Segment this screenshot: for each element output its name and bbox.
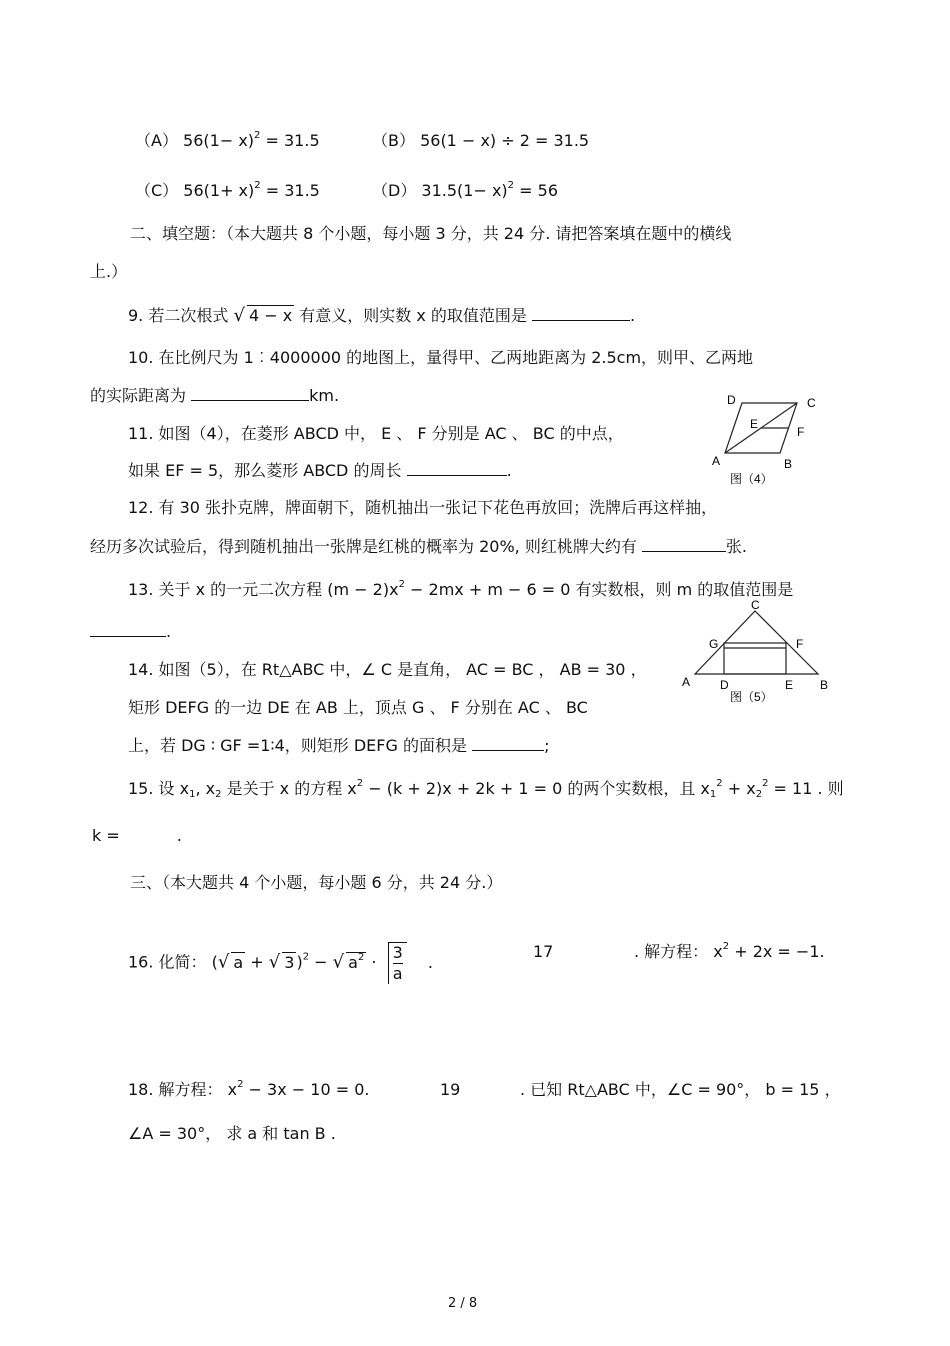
answer-blank[interactable]: [191, 386, 309, 401]
q13-exp: 2: [398, 579, 405, 590]
question-9: [128, 305, 635, 326]
q11-end: .: [506, 461, 512, 480]
q16-op: ·: [366, 952, 382, 972]
q16-end: .: [427, 952, 433, 972]
option-c-expr: 56(1+ x): [183, 181, 255, 200]
q15-sub: 2: [755, 789, 763, 800]
page-number: 2 / 8: [448, 1296, 478, 1311]
q15-text: , x: [195, 779, 216, 798]
q16-radicand: a: [348, 952, 358, 972]
label-f: F: [797, 425, 805, 439]
q18-exp: 2: [237, 1079, 244, 1090]
section2-heading-line2: 上.）: [90, 262, 128, 281]
q15-text: = 11 . 则: [768, 779, 844, 798]
q16-op: +: [245, 952, 269, 972]
question-16: [128, 942, 433, 984]
option-a-label: （A）: [135, 131, 178, 150]
q11-line2: [128, 461, 512, 481]
q17-number: 17: [533, 942, 554, 961]
option-d-expr-rhs: = 56: [519, 181, 558, 200]
q15-exp: 2: [762, 778, 769, 789]
q16-fraction: [388, 942, 407, 984]
q15-exp: 2: [716, 778, 723, 789]
label-a: A: [712, 454, 721, 468]
label-e: E: [750, 417, 759, 431]
label-d: D: [727, 393, 736, 407]
q15-exp: 2: [356, 778, 364, 789]
q14-text: 上，若 DG ∶ GF =1∶4，则矩形 DEFG 的面积是: [128, 736, 467, 755]
q14-line3: [128, 736, 549, 756]
label-d: D: [720, 678, 729, 692]
answer-blank[interactable]: [407, 461, 507, 476]
answer-blank[interactable]: [642, 537, 726, 552]
q13-end: .: [166, 622, 172, 641]
q12-line1: 12. 有 30 张扑克牌，牌面朝下，随机抽出一张记下花色再放回；洗牌后再这样抽，: [128, 498, 718, 517]
q16-numerator: 3: [392, 943, 403, 962]
sqrt-icon: √: [233, 305, 245, 326]
q19-line1: . 已知 Rt△ABC 中，∠C = 90°， b = 15 ，: [520, 1080, 841, 1099]
option-d-exp: 2: [507, 180, 515, 191]
option-c-expr-rhs: = 31.5: [265, 181, 320, 200]
q9-text: 9. 若二次根式: [128, 306, 229, 325]
q14-line2: 矩形 DEFG 的一边 DE 在 AB 上，顶点 G 、 F 分别在 AC 、 BC: [128, 698, 588, 717]
q15-text: 15. 设 x: [128, 779, 190, 798]
q16-radicand: 3: [284, 952, 295, 972]
q15-line2: [92, 826, 182, 846]
q18-text: 18. 解方程： x: [128, 1080, 238, 1099]
figure-5-caption: 图（5）: [730, 690, 773, 704]
label-c: C: [751, 598, 760, 612]
q13-line2: [90, 622, 171, 642]
q9-end: .: [630, 306, 636, 325]
q12-line2: [90, 537, 747, 557]
q19-number: 19: [440, 1080, 461, 1099]
question-18: [128, 1080, 369, 1100]
label-f: F: [796, 637, 804, 651]
q9-text-post: 有意义，则实数 x 的取值范围是: [299, 306, 527, 325]
option-a-expr: 56(1− x): [183, 131, 255, 150]
q10-text: 的实际距离为: [90, 386, 187, 405]
option-b: [372, 131, 589, 151]
option-d-label: （D）: [372, 181, 417, 200]
question-17: [634, 942, 825, 962]
q16-exp: 2: [302, 951, 310, 963]
label-b: B: [820, 678, 829, 692]
q11-text: 如果 EF = 5，那么菱形 ABCD 的周长: [128, 461, 402, 480]
option-b-label: （B）: [372, 131, 415, 150]
label-c: C: [807, 396, 816, 410]
answer-blank[interactable]: [532, 306, 630, 321]
q16-radicand: a: [233, 952, 244, 972]
q14-line1: 14. 如图（5），在 Rt△ABC 中，∠ C 是直角， AC = BC ， AB = 30 ，: [128, 660, 647, 679]
q19-line2: ∠A = 30°， 求 a 和 tan B .: [128, 1124, 336, 1143]
q16-paren: (: [211, 952, 218, 972]
section2-heading-line1: 二、填空题：（本大题共 8 个小题，每小题 3 分，共 24 分. 请把答案填在题中的横线: [130, 224, 732, 243]
label-a: A: [682, 675, 691, 689]
q9-radicand: 4 − x: [248, 306, 293, 325]
option-c-exp: 2: [254, 180, 261, 191]
option-a-exp: 2: [254, 130, 261, 141]
option-c: [135, 181, 320, 201]
q17-exp: 2: [722, 941, 730, 952]
q16-text: 16. 化简：: [128, 952, 207, 972]
answer-blank[interactable]: [472, 736, 544, 751]
label-b: B: [784, 457, 793, 471]
section3-heading: 三、（本大题共 4 个小题，每小题 6 分，共 24 分.）: [130, 873, 503, 892]
option-d-expr: 31.5(1− x): [421, 181, 508, 200]
q15-text: + x: [722, 779, 756, 798]
q17-text: . 解方程： x: [634, 942, 723, 961]
option-c-label: （C）: [135, 181, 179, 200]
q13-text: 13. 关于 x 的一元二次方程 (m − 2)x: [128, 580, 399, 599]
q13-text-post: − 2mx + m − 6 = 0 有实数根，则 m 的取值范围是: [404, 580, 794, 599]
q18-text-post: − 3x − 10 = 0.: [243, 1080, 370, 1099]
sqrt-icon: √: [268, 951, 281, 973]
q10-line2: [90, 386, 339, 406]
figure-5-triangle: [678, 596, 838, 706]
q10-unit: km.: [309, 386, 340, 405]
sqrt-icon: √: [217, 951, 230, 973]
q12-text: 经历多次试验后，得到随机抽出一张牌是红桃的概率为 20%, 则红桃牌大约有: [90, 537, 637, 556]
option-d: [372, 181, 558, 201]
q14-end: ;: [544, 736, 550, 755]
q16-exp: 2: [357, 951, 365, 963]
q15-sub: 1: [189, 789, 196, 800]
q16-paren: ): [296, 952, 303, 972]
option-a: [135, 131, 320, 151]
option-b-expr: 56(1 − x) ÷ 2 = 31.5: [420, 131, 590, 150]
sqrt-icon: √: [332, 951, 345, 973]
q15-end: .: [176, 826, 182, 845]
q16-op: −: [309, 952, 333, 972]
q15-text: − (k + 2)x + 2k + 1 = 0 的两个实数根，且 x: [363, 779, 710, 798]
q15-text: 是关于 x 的方程 x: [221, 779, 357, 798]
q12-end: 张.: [725, 537, 748, 556]
q10-line1: 10. 在比例尺为 1︰4000000 的地图上，量得甲、乙两地距离为 2.5cm，则甲、乙两地: [128, 348, 754, 367]
q15-sub: 2: [215, 789, 222, 800]
answer-blank[interactable]: [90, 622, 166, 637]
q15-k: k =: [92, 826, 120, 845]
label-g: G: [709, 637, 719, 651]
label-e: E: [785, 678, 794, 692]
q15-sub: 1: [709, 789, 717, 800]
option-a-expr-rhs: = 31.5: [265, 131, 320, 150]
figure-4-rhombus: [700, 390, 830, 490]
figure-4-caption: 图（4）: [730, 472, 773, 486]
q16-denominator: a: [392, 964, 403, 983]
q11-line1: 11. 如图（4），在菱形 ABCD 中， E 、 F 分别是 AC 、 BC 的中点，: [128, 424, 624, 443]
q15-line1: [128, 779, 844, 799]
q17-text-post: + 2x = −1.: [729, 942, 825, 961]
